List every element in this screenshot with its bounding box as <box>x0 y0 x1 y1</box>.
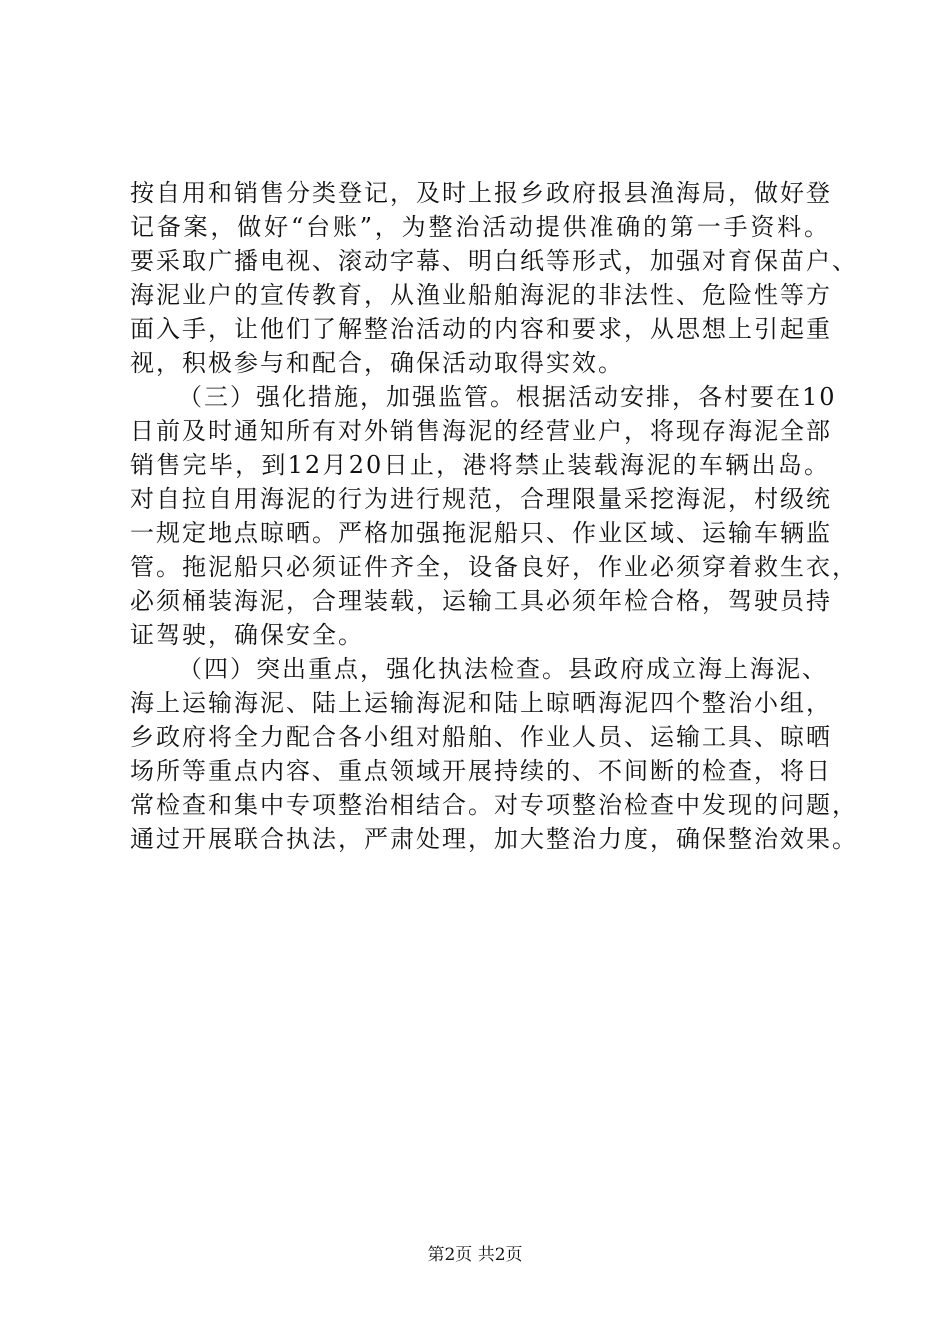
text-line: 要采取广播电视、滚动字幕、明白纸等形式，加强对育保苗户、 <box>130 247 858 275</box>
text-line: 海泥业户的宣传教育，从渔业船舶海泥的非法性、危险性等方 <box>130 281 832 309</box>
body-text <box>130 176 858 856</box>
text-line: 必须桶装海泥，合理装载，运输工具必须年检合格，驾驶员持 <box>130 587 832 615</box>
text-line: 对自拉自用海泥的行为进行规范，合理限量采挖海泥，村级统 <box>130 485 832 513</box>
text-line: 海上运输海泥、陆上运输海泥和陆上晾晒海泥四个整治小组， <box>130 689 832 717</box>
text-line: 一规定地点晾晒。严格加强拖泥船只、作业区域、运输车辆监 <box>130 519 832 547</box>
text-line: 视，积极参与和配合，确保活动取得实效。 <box>130 349 624 377</box>
text-line: 乡政府将全力配合各小组对船舶、作业人员、运输工具、晾晒 <box>130 723 832 751</box>
section-four-heading-line: （四）突出重点，强化执法检查。县政府成立海上海泥、 <box>178 655 828 683</box>
text-line: 场所等重点内容、重点领域开展持续的、不间断的检查，将日 <box>130 757 832 785</box>
text-line: 面入手，让他们了解整治活动的内容和要求，从思想上引起重 <box>130 315 832 343</box>
text-line: 销售完毕，到12月20日止，港将禁止装载海泥的车辆出岛。 <box>130 451 830 479</box>
section-three-heading-line: （三）强化措施，加强监管。根据活动安排，各村要在10 <box>178 383 837 411</box>
text-line: 日前及时通知所有对外销售海泥的经营业户，将现存海泥全部 <box>130 417 832 445</box>
text-line: 证驾驶，确保安全。 <box>130 621 364 649</box>
page-number-footer: 第2页 共2页 <box>427 1245 523 1265</box>
text-line: 管。拖泥船只必须证件齐全，设备良好，作业必须穿着救生衣， <box>130 553 858 581</box>
text-line: 记备案，做好“台账”，为整治活动提供准确的第一手资料。 <box>130 213 830 241</box>
text-line: 按自用和销售分类登记，及时上报乡政府报县渔海局，做好登 <box>130 179 832 207</box>
text-line: 常检查和集中专项整治相结合。对专项整治检查中发现的问题， <box>130 791 858 819</box>
text-line: 通过开展联合执法，严肃处理，加大整治力度，确保整治效果。 <box>130 825 858 853</box>
